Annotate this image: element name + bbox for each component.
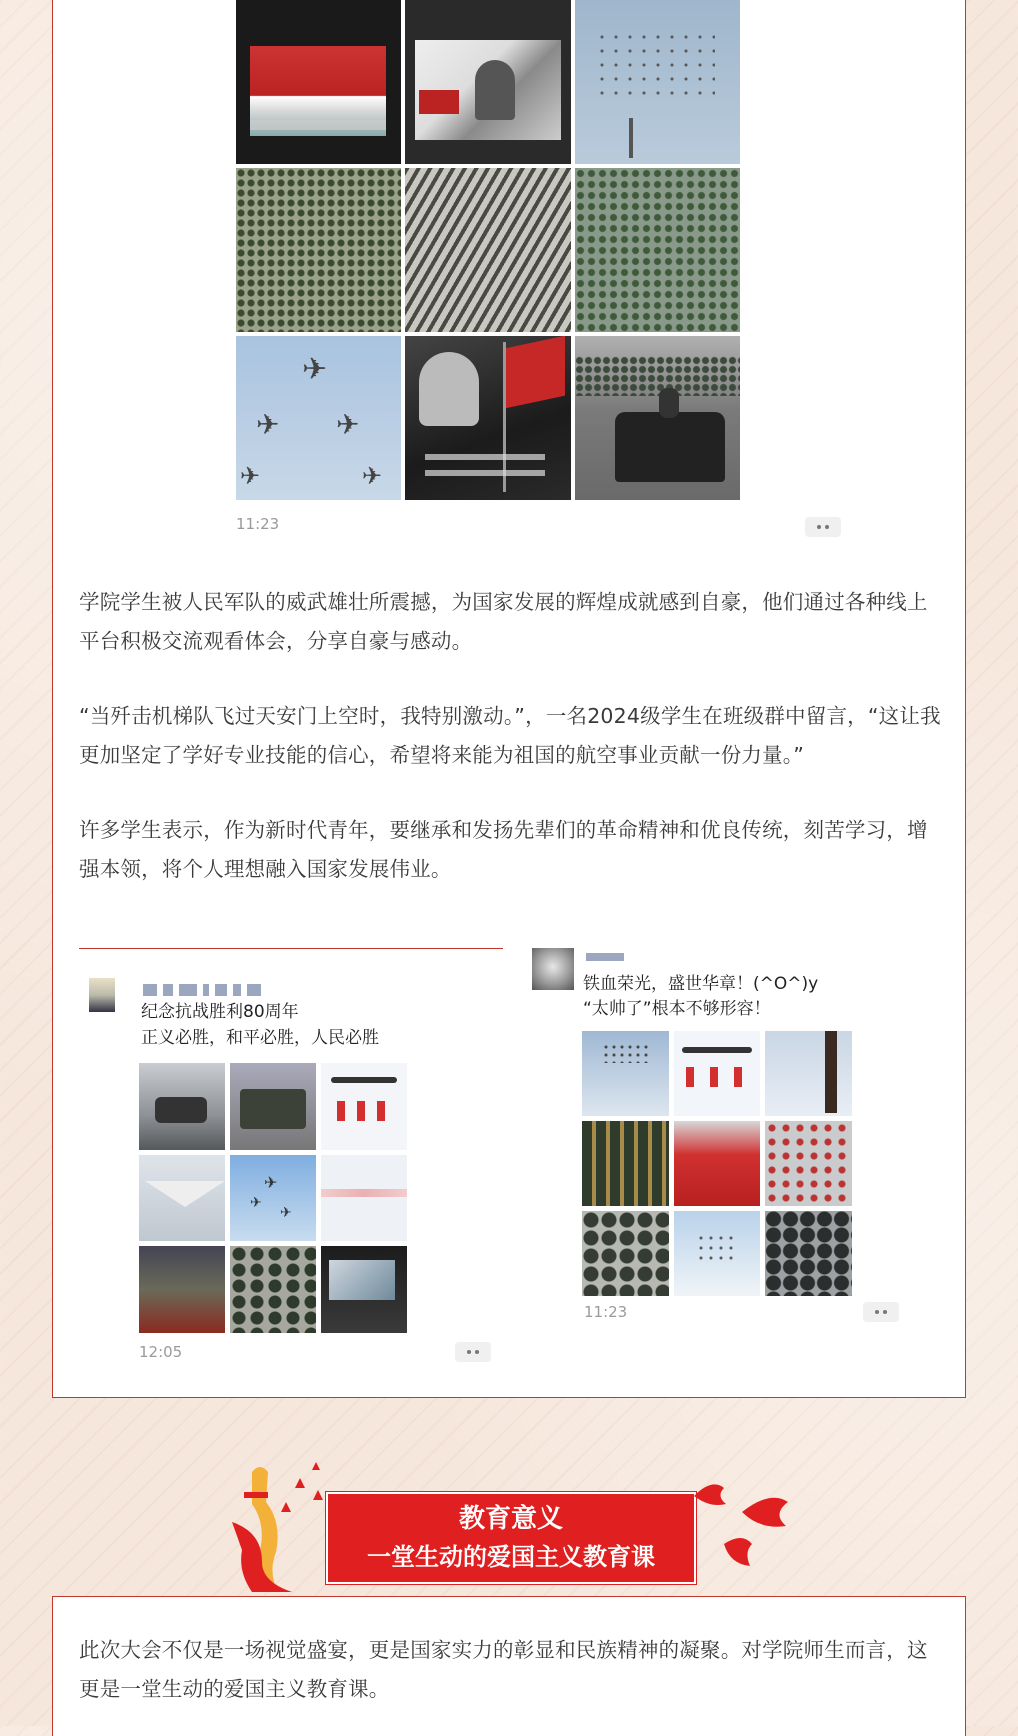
photo-screen-veteran[interactable] (405, 0, 570, 164)
right-post-more-button[interactable] (863, 1302, 899, 1322)
right-post-line1: 铁血荣光，盛世华章！(^O^)y (583, 974, 819, 994)
left-photo-jets-smoke[interactable]: ✈ ✈ ✈ (230, 1155, 316, 1242)
ellipsis-icon (875, 1310, 879, 1314)
photo-troops-ranks[interactable] (575, 168, 740, 332)
paragraph-2: “当歼击机梯队飞过天安门上空时，我特别激动。”，一名2024级学生在班级群中留言，“这让我更加坚定了学好专业技能的信心，希望将来能为祖国的航空事业贡献一份力量。” (79, 704, 941, 767)
right-photo-aircraft-flyover[interactable] (674, 1211, 761, 1296)
photo-screen-broadcast[interactable] (236, 0, 401, 164)
section-banner (326, 1492, 696, 1584)
right-post-avatar[interactable] (532, 948, 574, 990)
right-post-time: 11:23 (584, 1303, 628, 1321)
right-post-username-blurred (586, 950, 624, 964)
left-post-avatar[interactable] (89, 978, 115, 1012)
right-photo-honor-guard[interactable] (582, 1121, 669, 1206)
right-photo-monument-sky[interactable] (765, 1031, 852, 1116)
ellipsis-icon-dot (883, 1310, 887, 1314)
left-photo-smoke-trails[interactable] (321, 1155, 407, 1242)
left-post-username-blurred (143, 983, 261, 997)
education-card (52, 1596, 966, 1736)
photo-jets-formation[interactable]: ✈ ✈ ✈ ✈ ✈ (236, 336, 401, 500)
ellipsis-icon-dot (475, 1350, 479, 1354)
left-photo-armored-truck[interactable] (230, 1063, 316, 1150)
left-post-line1: 纪念抗战胜利80周年 (141, 1002, 299, 1022)
photo-troops-formation[interactable] (236, 168, 401, 332)
section-subtitle: 一堂生动的爱国主义教育课 (367, 1543, 655, 1571)
right-photo-helicopter-banners[interactable] (674, 1031, 761, 1116)
paragraph-1: 学院学生被人民军队的威武雄壮所震撼，为国家发展的辉煌成就感到自豪，他们通过各种线上平台积极交流观看体会，分享自豪与感动。 (79, 590, 928, 653)
left-photo-screen-room[interactable] (321, 1246, 407, 1333)
left-photo-stealth-drone[interactable] (139, 1155, 225, 1242)
left-post-photo-grid (139, 1063, 407, 1333)
peace-doves-icon (690, 1474, 800, 1584)
section-title: 教育意义 (458, 1504, 563, 1534)
paragraph-3: 许多学生表示，作为新时代青年，要继承和发扬先辈们的革命精神和优良传统，刻苦学习，增强本领，将个人理想融入国家发展伟业。 (79, 818, 928, 881)
left-photo-helicopters-banners[interactable] (321, 1063, 407, 1150)
right-photo-tanks[interactable] (582, 1211, 669, 1296)
right-post-photo-grid (582, 1031, 852, 1296)
ellipsis-icon-dot (825, 525, 829, 529)
right-post-line2: “太帅了”根本不够形容！ (583, 999, 771, 1019)
photo-sky-aircraft[interactable] (575, 0, 740, 164)
left-photo-missile-tv[interactable] (139, 1246, 225, 1333)
left-post-time: 12:05 (139, 1343, 183, 1361)
top-post-more-button[interactable] (805, 517, 841, 537)
ellipsis-icon (817, 525, 821, 529)
right-photo-red-square[interactable] (674, 1121, 761, 1206)
final-paragraph: 此次大会不仅是一场视觉盛宴，更是国家实力的彰显和民族精神的凝聚。对学院师生而言，这更是一堂生动的爱国主义教育课。 (79, 1638, 928, 1701)
photo-review-car[interactable] (575, 336, 740, 500)
photo-troops-march[interactable] (405, 168, 570, 332)
fighter-jets-icon (278, 1460, 328, 1518)
right-photo-vehicles-column[interactable] (765, 1121, 852, 1206)
left-post-more-button[interactable] (455, 1342, 491, 1362)
red-divider (79, 948, 503, 949)
left-photo-robot-vehicle[interactable] (139, 1063, 225, 1150)
right-photo-jets-sky[interactable] (582, 1031, 669, 1116)
top-post-time: 11:23 (236, 515, 280, 533)
right-photo-armored-column[interactable] (765, 1211, 852, 1296)
top-photo-grid (236, 0, 740, 500)
article-card (52, 0, 966, 1398)
left-post-line2: 正义必胜，和平必胜，人民必胜 (141, 1028, 379, 1048)
photo-portrait-flag[interactable] (405, 336, 570, 500)
ellipsis-icon (467, 1350, 471, 1354)
left-photo-vehicles-parade[interactable] (230, 1246, 316, 1333)
